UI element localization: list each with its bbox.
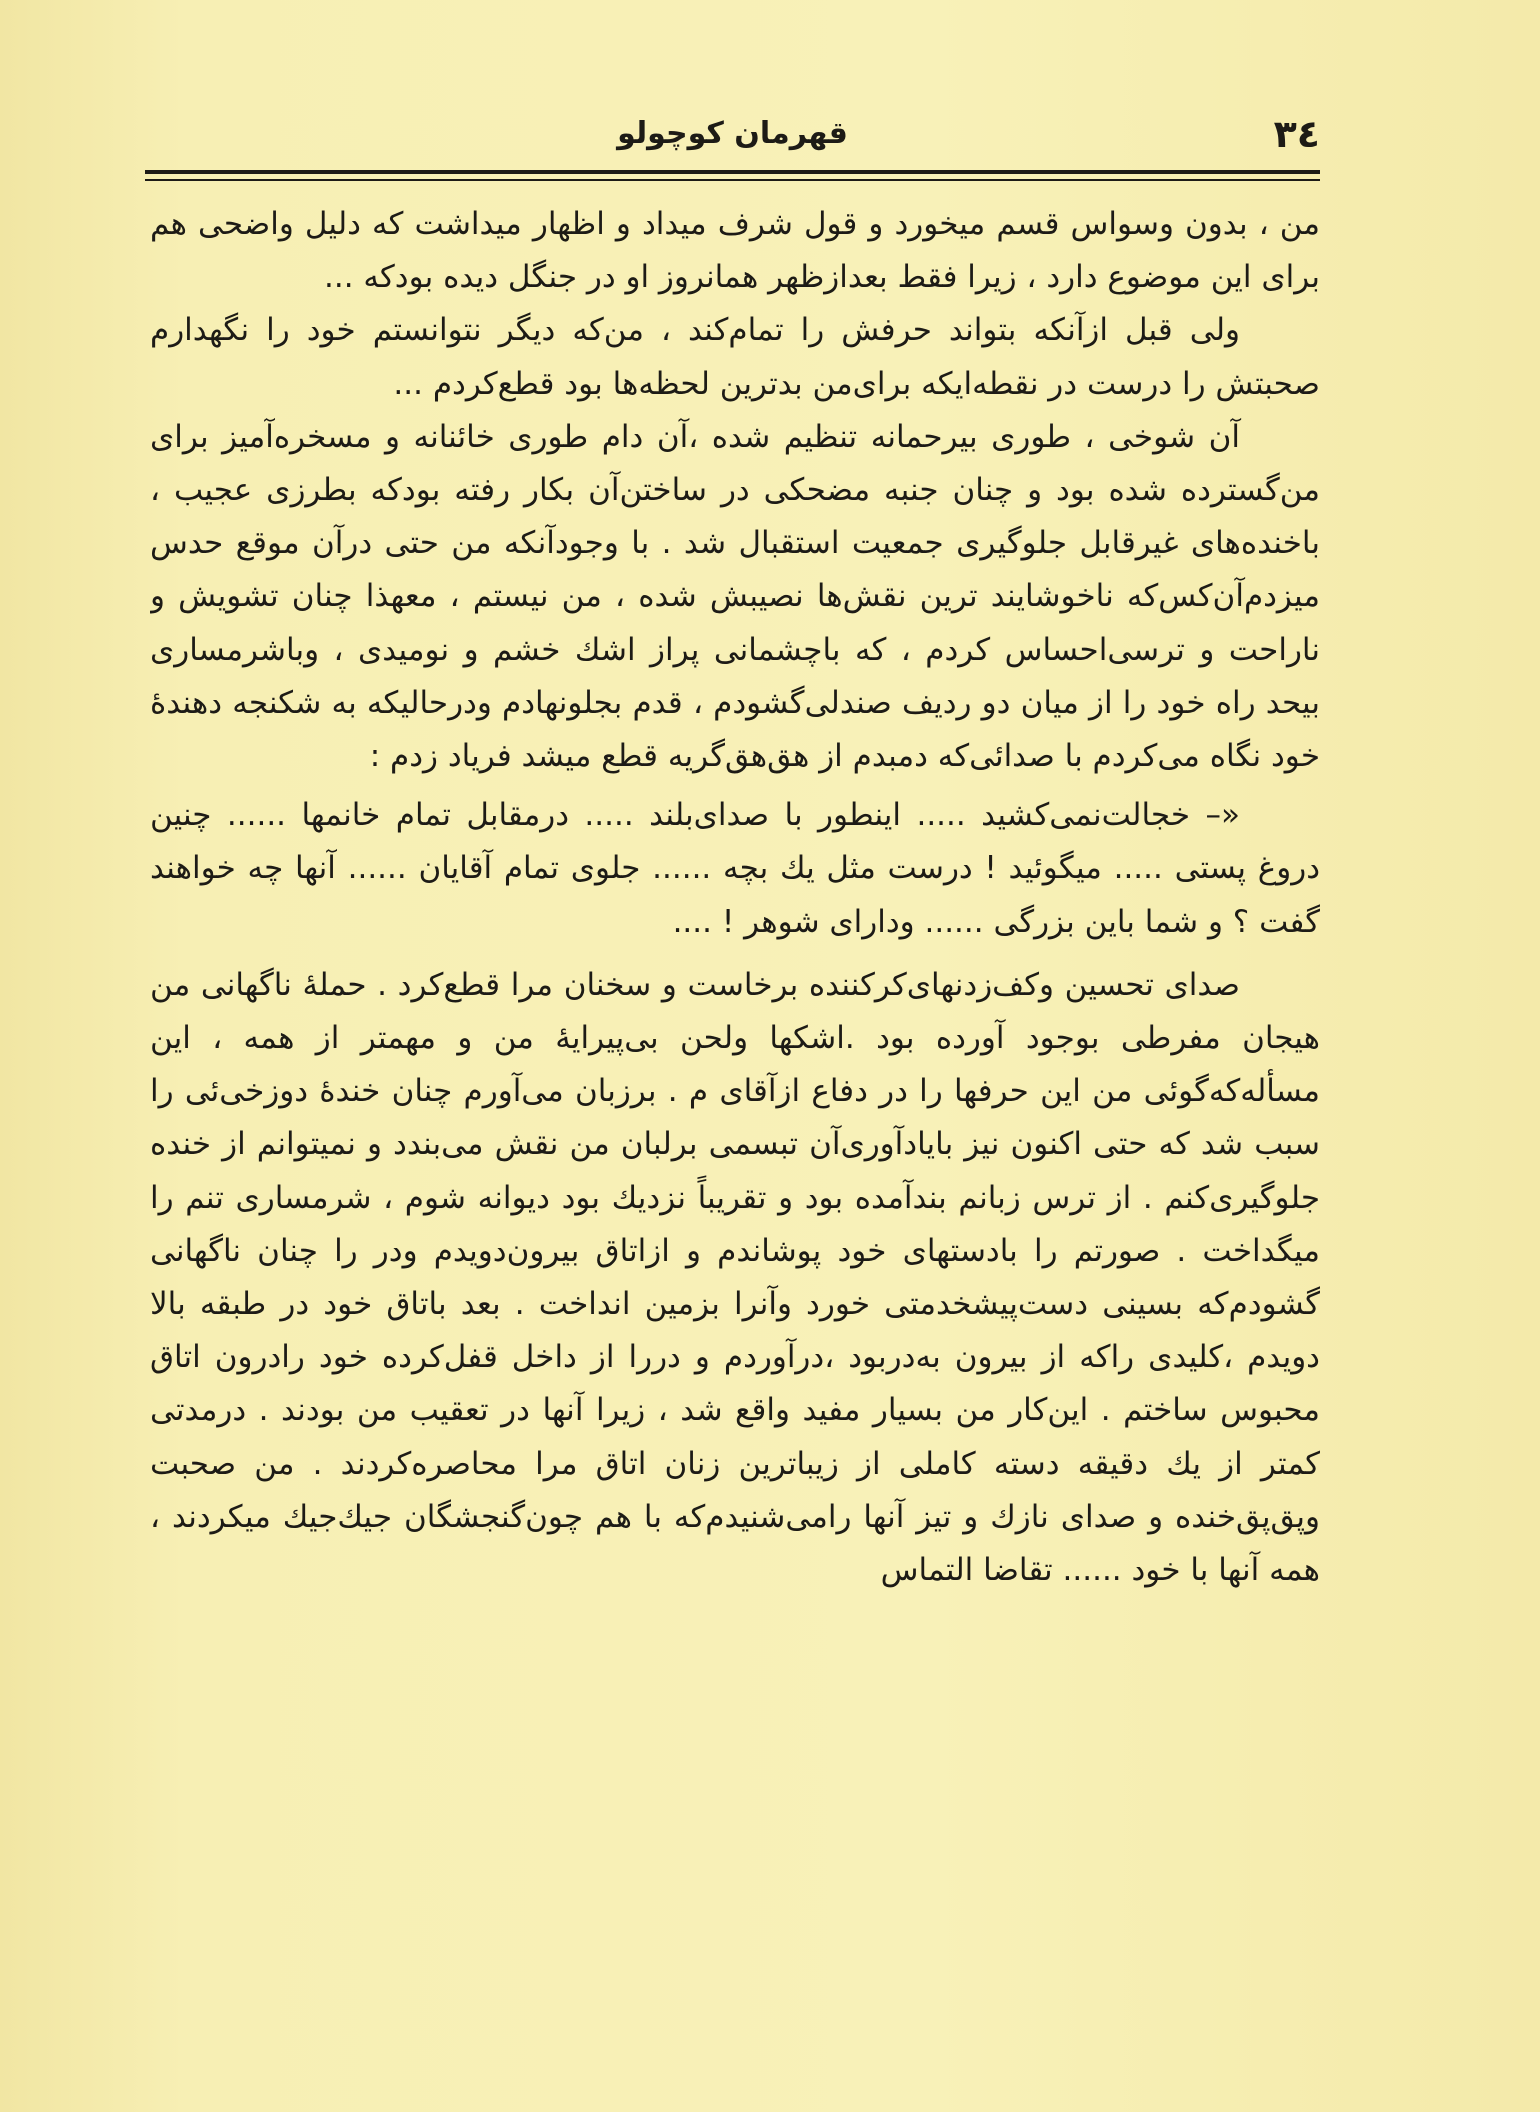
quote-paragraph: «– خجالت‌نمی‌کشید ..... اینطور با صدای‌بلند ..... درمقابل تمام خانمها ...... چنین دروغ پستی ..... میگوئید ! درست مثل یك بچه ...... جلوی تمام آقایان ...... آنها چه خواهند گفت ؟ و شما باین بزرگی ...... ودارای شوهر ! ....	[150, 797, 1320, 940]
paragraph: صدای تحسین وکف‌زدنهای‌کرکننده برخاست و سخنان مرا قطع‌کرد . حملهٔ ناگهانی من هیجان مفرطی بوجود آورده بود .اشکها ولحن بی‌پیرایهٔ من و مهمتر از همه ، این مسأله‌که‌گوئی من این حرفها را در دفاع ازآقای م . برزبان می‌آورم چنان خندهٔ دوزخی‌ئی را سبب شد که حتی اکنون نیز بایادآوری‌آن تبسمی برلبان من نقش می‌بندد و نمیتوانم از خنده جلوگیری‌کنم . از ترس زبانم بندآمده بود و تقریباً نزدیك بود دیوانه شوم ، شرمساری تنم را میگداخت . صورتم را بادستهای خود پوشاندم و ازاتاق بیرون‌دویدم ودر را چنان ناگهانی گشودم‌که بسینی دست‌پیشخدمتی خورد وآنرا بزمین انداخت . بعد باتاق خود در طبقه بالا دویدم ،کلیدی راکه از بیرون به‌دربود ،درآوردم و دررا از داخل قفل‌کرده خود رادرون اتاق محبوس ساختم . این‌کار من بسیار مفید واقع شد ، زیرا آنها در تعقیب من بودند . درمدتی کمتر از یك دقیقه دسته کاملی از زیباترین زنان اتاق مرا محاصره‌کردند . من صحبت وپق‌پق‌خنده و صدای نازك و تیز آنها رامی‌شنیدم‌که با هم چون‌گنجشگان جیك‌جیك میکردند ، همه آنها با خود ...... تقاضا التماس	[150, 966, 1320, 1589]
header-rule-thin	[145, 179, 1320, 181]
paragraph: آن شوخی ، طوری بیرحمانه تنظیم شده ،آن دام طوری خائنانه و مسخره‌آمیز برای من‌گسترده شده بود و چنان جنبه مضحکی در ساختن‌آن بکار رفته بودکه بطرزی عجیب ، باخنده‌های غیرقابل جلوگیری جمعیت استقبال شد . با وجودآنکه من حتی درآن موقع حدس میزدم‌آن‌کس‌که ناخوشایند ترین نقش‌ها نصیبش شده ، من نیستم ، معهذا چنان تشویش و ناراحت و ترسی‌احساس کردم ، که باچشمانی پراز اشك خشم و نومیدی ، وباشرمساری بیحد راه خود را از میان دو ردیف صندلی‌گشودم ، قدم بجلونهادم ودرحالیکه به شکنجه دهندهٔ خود نگاه می‌کردم با صدائی‌که دمبدم از هق‌هق‌گریه قطع میشد فریاد زدم :	[150, 418, 1320, 775]
page-header	[145, 110, 1320, 158]
paragraph: من ، بدون وسواس قسم میخورد و قول شرف میداد و اظهار میداشت که دلیل واضحی هم برای این موضوع دارد ، زیرا فقط بعدازظهر همانروز او در جنگل دیده بودکه ...	[150, 206, 1320, 296]
paragraph: ولی قبل ازآنکه بتواند حرفش را تمام‌کند ، من‌که دیگر نتوانستم خود را نگهدارم صحبتش را درست در نقطه‌ایکه برای‌من بدترین لحظه‌ها بود قطع‌کردم ...	[150, 312, 1320, 402]
running-title: قهرمان کوچولو	[617, 116, 848, 151]
header-rule-thick	[145, 170, 1320, 174]
page-number: ۳٤	[1273, 112, 1320, 156]
body-text	[150, 198, 1320, 2098]
